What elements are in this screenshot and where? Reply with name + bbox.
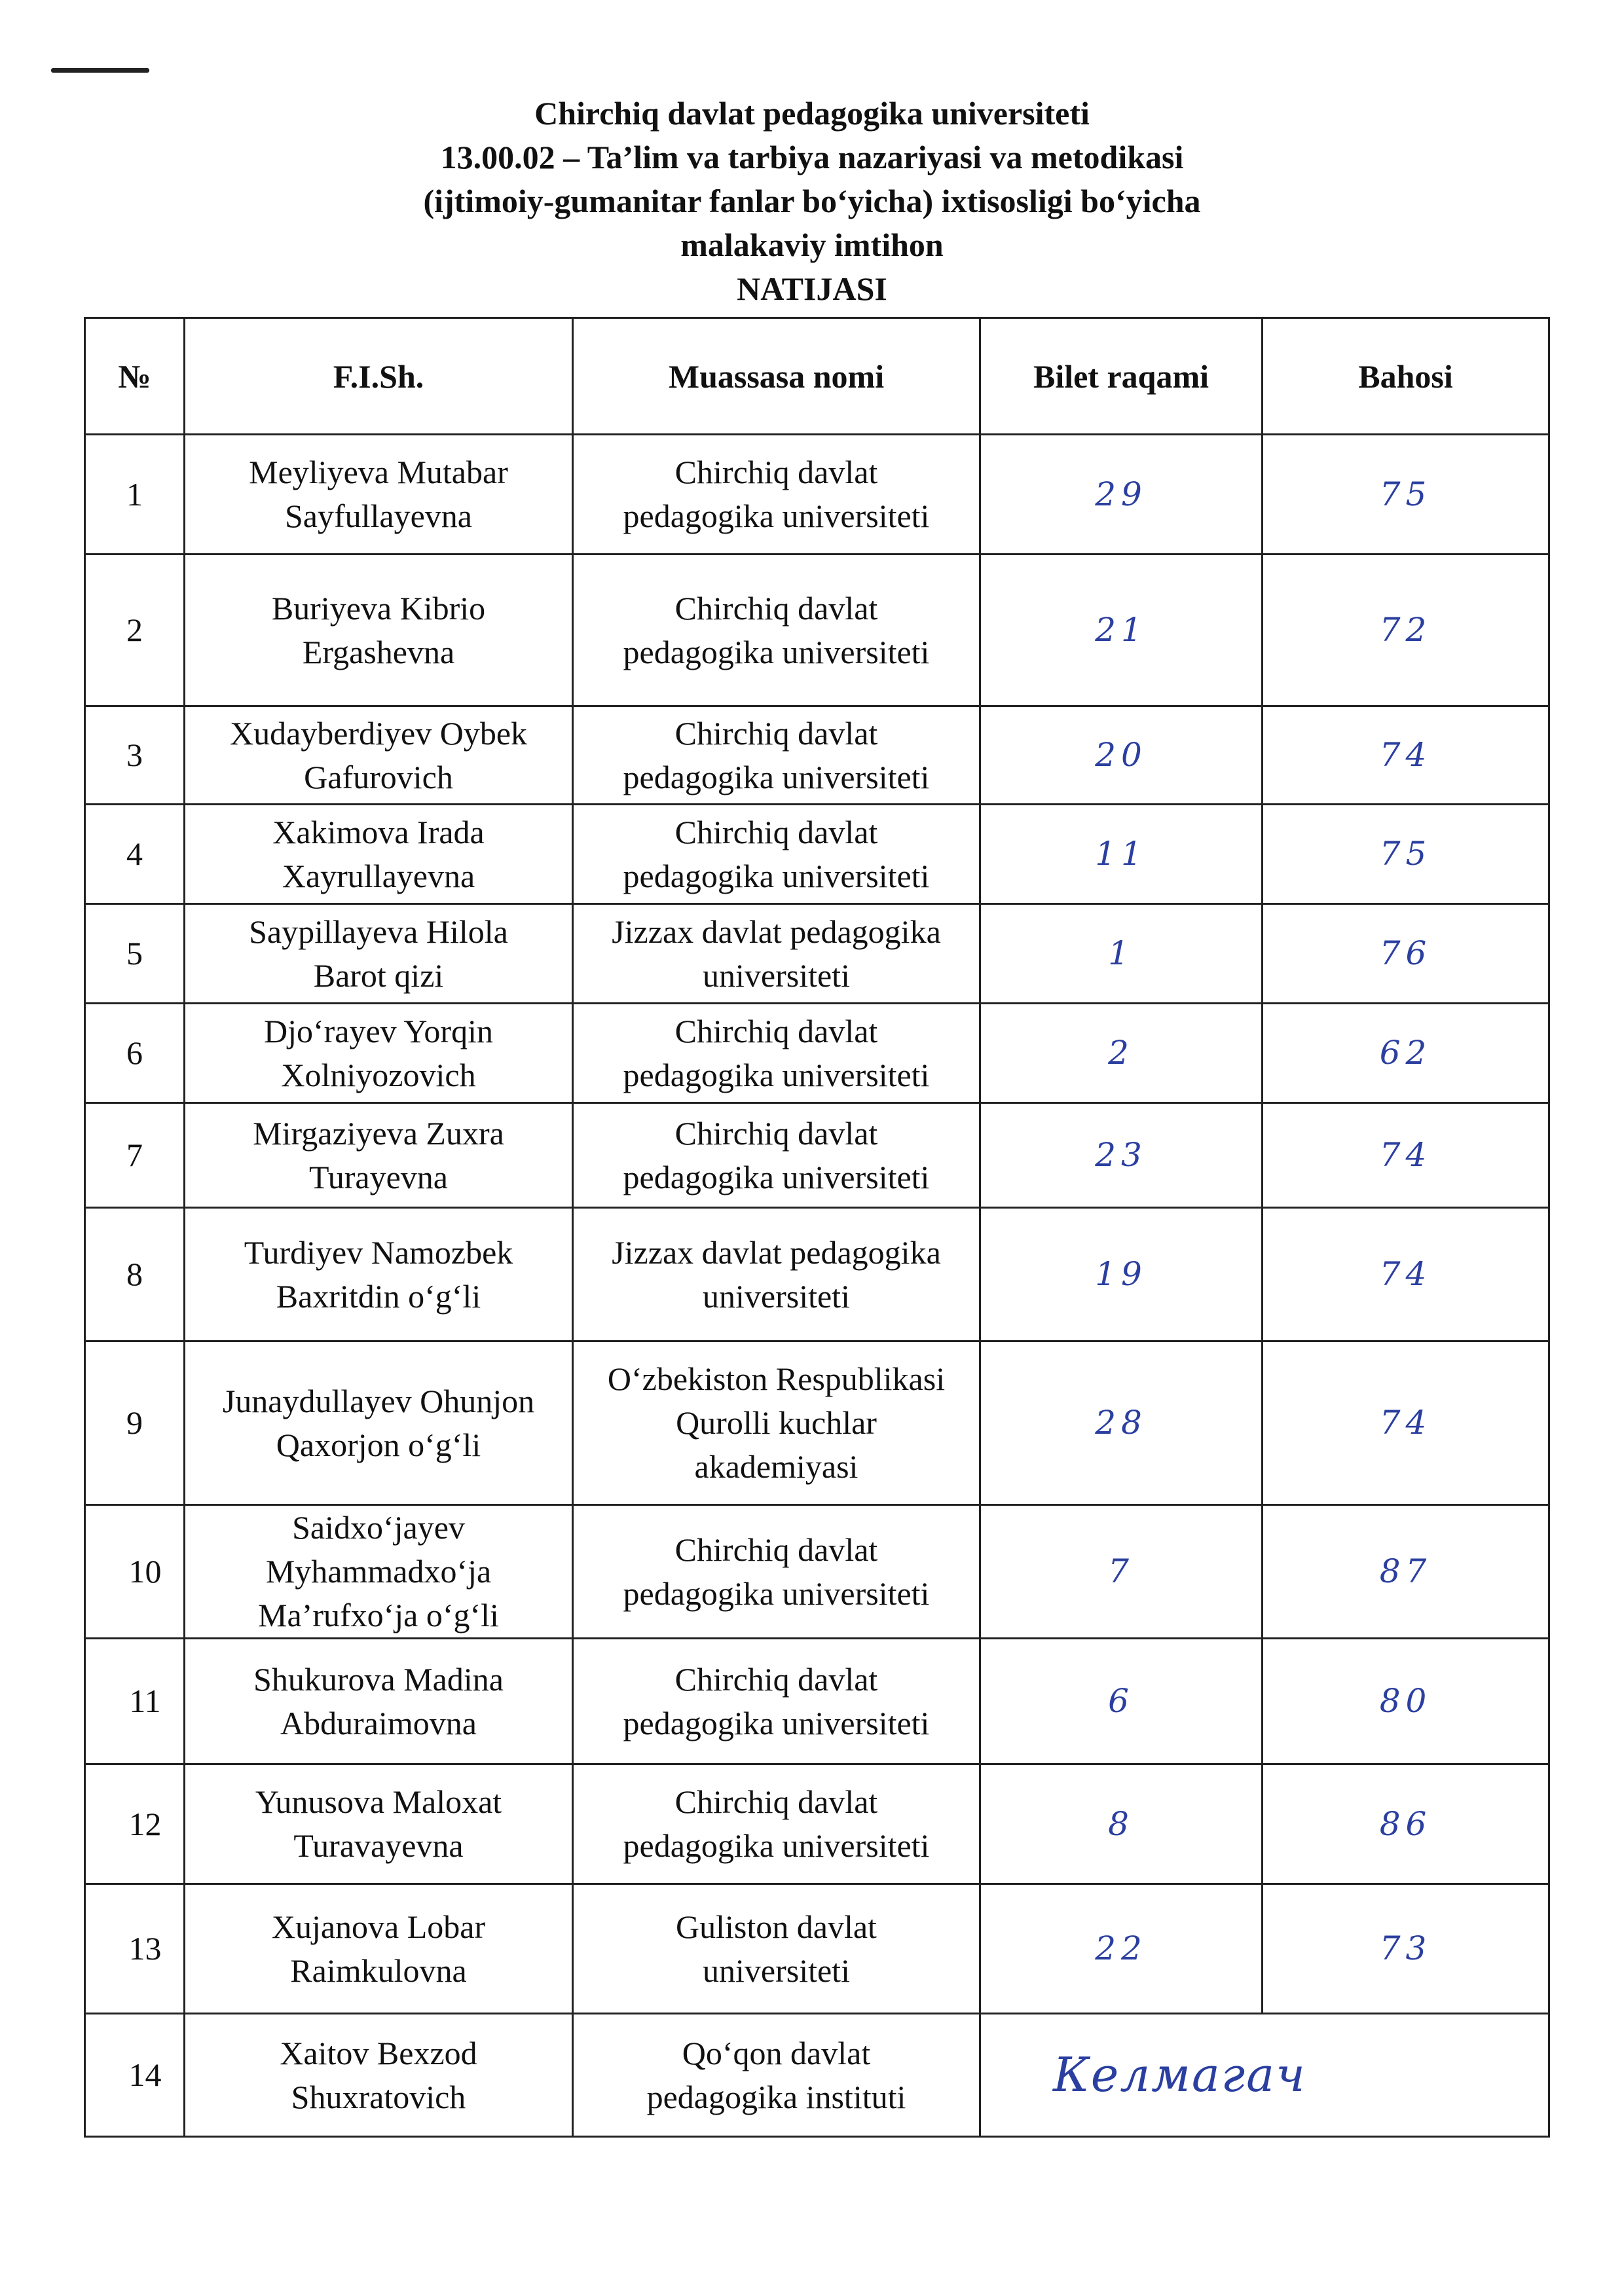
student-name [185,1505,573,1639]
table-row [85,706,1549,805]
ticket-number-handwritten: 7 [980,1505,1263,1639]
table-row [85,1004,1549,1103]
institution-name-line: Chirchiq davlat [674,813,878,850]
institution-name-line: pedagogika universiteti [623,1827,930,1864]
grade-handwritten: 73 [1263,1884,1549,2014]
student-name-line: Buriyeva Kibrio [271,589,486,627]
student-name-line: Sayfullayevna [284,498,472,534]
row-number: 6 [85,1004,185,1103]
student-name-line: Shuxratovich [291,2078,466,2115]
institution-name-line: Chirchiq davlat [674,1012,878,1049]
student-name-line: Saidxo‘jayev [292,1509,465,1546]
institution-name-line: O‘zbekiston Respublikasi [607,1360,946,1397]
institution-name-line: Chirchiq davlat [674,714,878,752]
student-name [185,1341,573,1505]
grade-handwritten: 72 [1263,555,1549,706]
table-row [85,1884,1549,2014]
institution-name [573,555,980,706]
ticket-number-handwritten: 28 [980,1341,1263,1505]
row-number: 9 [85,1341,185,1505]
grade-handwritten: 86 [1263,1764,1549,1884]
ticket-number-handwritten: 19 [980,1208,1263,1341]
header-university: Chirchiq davlat pedagogika universiteti [534,95,1090,132]
institution-name-line: Chirchiq davlat [674,1660,878,1698]
ticket-number-handwritten: 23 [980,1103,1263,1208]
student-name-line: Meyliyeva Mutabar [249,454,508,490]
column-header-fish: F.I.Sh. [185,318,573,435]
institution-name [573,706,980,805]
student-name-line: Xaitov Bexzod [280,2034,477,2071]
table-row [85,555,1549,706]
row-number: 13 [85,1884,185,2014]
institution-name [573,1639,980,1764]
table-row [85,1639,1549,1764]
grade-handwritten: 74 [1263,1103,1549,1208]
ticket-number-handwritten: 1 [980,904,1263,1004]
student-name [185,1884,573,2014]
table-row [85,435,1549,555]
column-header-institution: Muassasa nomi [573,318,980,435]
institution-name-line: pedagogika instituti [646,2078,906,2115]
column-header-number: № [85,318,185,435]
institution-name-line: pedagogika universiteti [623,498,930,534]
student-name [185,555,573,706]
column-header-grade: Bahosi [1263,318,1549,435]
institution-name [573,1004,980,1103]
row-number: 7 [85,1103,185,1208]
institution-name-line: pedagogika universiteti [623,1704,930,1741]
document-header [0,92,1624,311]
grade-handwritten: 76 [1263,904,1549,1004]
grade-handwritten: 74 [1263,1208,1549,1341]
student-name-line: Saypillayeva Hilola [249,913,508,950]
results-table [84,317,1550,2138]
student-name-line: Barot qizi [313,957,444,994]
institution-name-line: pedagogika universiteti [623,857,930,894]
table-row [85,1505,1549,1639]
institution-name-line: akademiyasi [694,1448,858,1485]
ticket-number-handwritten: 11 [980,805,1263,904]
student-name [185,1764,573,1884]
row-number: 10 [85,1505,185,1639]
student-name-line: Myhammadxo‘ja [265,1553,492,1590]
institution-name [573,805,980,904]
row-number: 2 [85,555,185,706]
student-name-line: Turavayevna [293,1827,464,1864]
student-name-line: Xudayberdiyev Oybek [229,714,528,752]
institution-name [573,1208,980,1341]
ticket-number-handwritten: 2 [980,1004,1263,1103]
row-number: 14 [85,2014,185,2137]
institution-name [573,1505,980,1639]
institution-name [573,1103,980,1208]
table-row [85,1764,1549,1884]
student-name [185,805,573,904]
institution-name-line: pedagogika universiteti [623,1158,930,1195]
row-number: 8 [85,1208,185,1341]
student-name-line: Baxritdin o‘g‘li [276,1277,481,1315]
grade-handwritten: 74 [1263,706,1549,805]
student-name-line: Xakimova Irada [272,813,485,850]
institution-name-line: Qo‘qon davlat [682,2034,871,2071]
student-name-line: Gafurovich [304,758,453,795]
institution-name-line: Jizzax davlat pedagogika [612,1233,941,1271]
student-name [185,2014,573,2137]
student-name [185,1103,573,1208]
ticket-number-handwritten: 21 [980,555,1263,706]
student-name-line: Turdiyev Namozbek [244,1233,513,1271]
institution-name-line: Chirchiq davlat [674,1114,878,1152]
table-row [85,2014,1549,2137]
ticket-number-handwritten: 22 [980,1884,1263,2014]
institution-name [573,1884,980,2014]
grade-handwritten: 75 [1263,805,1549,904]
column-header-ticket: Bilet raqami [980,318,1263,435]
institution-name-line: Qurolli kuchlar [676,1404,877,1441]
student-name-line: Xujanova Lobar [271,1908,486,1945]
institution-name [573,904,980,1004]
student-name-line: Xolniyozovich [281,1056,476,1093]
grade-handwritten: 75 [1263,435,1549,555]
row-number: 4 [85,805,185,904]
student-name-line: Qaxorjon o‘g‘li [276,1426,481,1463]
institution-name-line: universiteti [703,1952,850,1989]
institution-name-line: universiteti [703,957,850,994]
student-name-line: Raimkulovna [290,1952,467,1989]
table-header-row [85,318,1549,435]
student-name-line: Abduraimovna [280,1704,477,1741]
row-number: 12 [85,1764,185,1884]
grade-handwritten: 87 [1263,1505,1549,1639]
header-specialty-code: 13.00.02 – Ta’lim va tarbiya nazariyasi va metodikasi [440,139,1184,175]
corner-scan-mark [51,68,149,73]
table-row [85,904,1549,1004]
ticket-number-handwritten: 6 [980,1639,1263,1764]
institution-name-line: Chirchiq davlat [674,589,878,627]
student-name-line: Ergashevna [302,633,455,670]
institution-name-line: pedagogika universiteti [623,758,930,795]
institution-name [573,1341,980,1505]
institution-name-line: Guliston davlat [676,1908,877,1945]
institution-name-line: Chirchiq davlat [674,1783,878,1820]
student-name [185,904,573,1004]
header-results-title: NATIJASI [737,270,887,307]
ticket-number-handwritten: 20 [980,706,1263,805]
student-name [185,435,573,555]
institution-name-line: Chirchiq davlat [674,1531,878,1568]
student-name-line: Shukurova Madina [253,1660,504,1698]
ticket-number-handwritten: Келмагач [980,2014,1549,2137]
student-name-line: Djo‘rayev Yorqin [264,1012,493,1049]
student-name [185,1004,573,1103]
table-row [85,1103,1549,1208]
institution-name-line: pedagogika universiteti [623,1056,930,1093]
institution-name-line: universiteti [703,1277,850,1315]
institution-name [573,435,980,555]
institution-name-line: Chirchiq davlat [674,454,878,490]
student-name-line: Xayrullayevna [282,857,475,894]
row-number: 1 [85,435,185,555]
table-row [85,1341,1549,1505]
table-row [85,1208,1549,1341]
student-name-line: Ma’rufxo‘ja o‘g‘li [258,1597,499,1633]
institution-name-line: pedagogika universiteti [623,1575,930,1612]
student-name [185,1208,573,1341]
grade-handwritten: 74 [1263,1341,1549,1505]
institution-name [573,1764,980,1884]
row-number: 11 [85,1639,185,1764]
row-number: 3 [85,706,185,805]
grade-handwritten: 62 [1263,1004,1549,1103]
student-name [185,1639,573,1764]
student-name [185,706,573,805]
row-number: 5 [85,904,185,1004]
institution-name-line: Jizzax davlat pedagogika [612,913,941,950]
student-name-line: Yunusova Maloxat [255,1783,502,1820]
header-specialty-scope: (ijtimoiy-gumanitar fanlar bo‘yicha) ixtisosligi bo‘yicha [423,183,1201,219]
student-name-line: Turayevna [308,1158,448,1195]
institution-name [573,2014,980,2137]
ticket-number-handwritten: 29 [980,435,1263,555]
student-name-line: Junaydullayev Ohunjon [222,1382,535,1419]
grade-handwritten: 80 [1263,1639,1549,1764]
student-name-line: Mirgaziyeva Zuxra [253,1114,504,1152]
table-row [85,805,1549,904]
institution-name-line: pedagogika universiteti [623,633,930,670]
header-exam-type: malakaviy imtihon [680,227,944,263]
ticket-number-handwritten: 8 [980,1764,1263,1884]
